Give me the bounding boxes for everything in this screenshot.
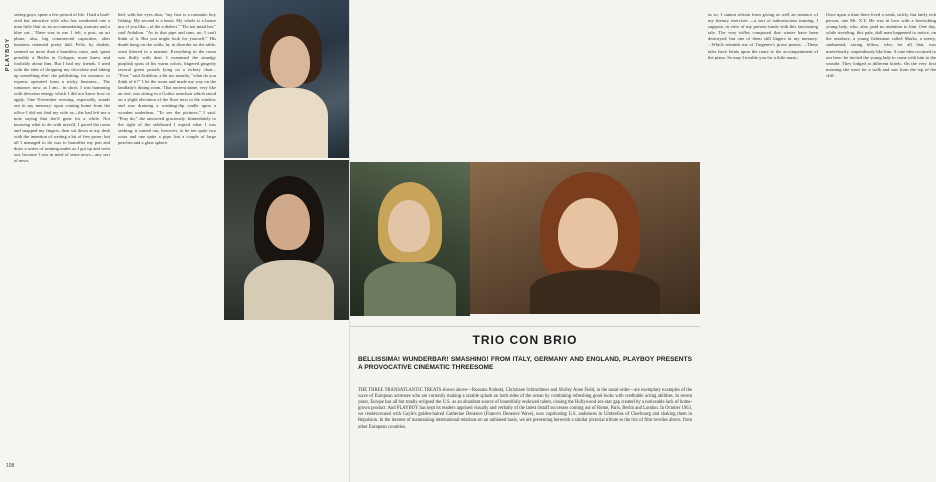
right-column-2-text: Once upon a time there lived a weak, sickly, but fairly rich person, one Mr. X.Y. He was in love with a bewitching young lady, who, alas, paid no attention to him. One day, while traveling, this pale, dull man happened to notice, on the seashore, a young fisherman called Marks, a merry, sunburned, strong fellow, who, for all that, was marvelously, stupendously like him. A cute idea occurred to our hero: he invited the young lady to come with him to the seaside. They lodged at different hotels. On the very first morning she went for a walk and saw from the top of the cliff. [826,12,936,78]
photo-woman-dark-hair [224,160,350,320]
photo-woman-headscarf [224,0,350,158]
left-page [0,0,350,482]
photo-garment-shape [248,88,328,158]
right-column-2 [826,12,936,158]
right-column-1-text: as so, I cannot refrain from giving as well an instance of my literary exercises —a sort of subconscious training, I suppose, in view of my present tussle with this fascinating tale. The very trifles composed that winter have been destroyed; but one of them still lingers in my memory. ...Which reminds me of Turgenev's prose poems. ...These tales have feints upon the route to the accompaniment of the piano. So may I trouble you for a little music. [708,12,818,60]
photo-woman-blonde [350,162,470,316]
right-column-1 [708,12,818,158]
photo-garment-shape [530,270,660,314]
article-title: TRIO CON BRIO [472,333,578,347]
photo-garment-shape [364,262,456,316]
left-column-1 [14,12,110,458]
magazine-name: PLAYBOY [5,38,11,72]
page-number: 108 [6,463,15,469]
photo-face-shape [388,200,430,252]
photo-face-shape [270,36,310,88]
article-body: THE THREE TRANSATLANTIC TREATS shown above—Rossana Podestà, Christiane Schmidtmer and Shirley Anne Field, in the usual order—are exemplary examples of the wave of European actresses who are currently making a sizable splash on both sides of the ocean by combining refreshing good looks with creditable acting abilities. In recent years, Europe has all but totally eclipsed the U.S. as an abundant source of bountifully endowed talent, closing the Hollywood sex-star gap created by a noticeable lack of home-grown product. And PLAYBOY has kept its readers apprised visually and verbally of the latest distaff successes coming out of Rome, Paris, Berlin and London. In October 1963, we rendezvoused with Gayle's golden-haired Catherine Deneuve (France's Deneuve Wave), now captivating U.S. audiences in Umbrellas of Cherbourg and shaking them in Repulsion. In the interest of maintaining international relations on an unbiased basis, we are presenting herewith a similar pictorial tribute to the trio of film lovelies above, from other European countries. [358,388,692,430]
left-column-1-text: seeing guys, spent a few period of life. I had a hard-ered but attractive wife who has weathered one a man little flair as an accommodating tomcatz and a blue cat... There was to me. I felt, a post, an art phase, also, big commercial capacities, after business renamed pretty dull. Feliz, by double, seemed no more than a harmless curio, and, spent possibly a Berlin in Cologne, more knew and foolishly about him. But I had my friends. I tried with the idea of dropping my chocolate and taking up something else: the publishing, for instance, or express operated from a tricky business... The romance, now, as I am... in short, I was humming with devotion energy which I did not know how to apply. One November evening, especially, stands out in my memory: upon coming home from the office I did not find my wife as—the had left me a note saying that she'd gone for a while. Not knowing what to do with myself, I paced the room and snapped my fingers, then sat down at my desk with the intention of writing a bit of free prose; but all I managed to do was to brainfiler my pen and draw a series of running nudes as I got up and went out, because I was in need of some news—any sort of news. [14,12,110,164]
photo-face-shape [266,194,310,250]
photo-woman-auburn [470,162,700,314]
divider [350,326,700,327]
photo-garment-shape [244,260,334,320]
photo-face-shape [558,198,618,268]
left-column-2 [118,12,216,458]
left-column-2-text: bed, with her eyes shut, "my first is a romantic boy fishing. My second is a beast. My whole is a house nor, if you like—of the a dialect." "Do not mind her," said Ardalion. "As to that pipe and tuns, no, I can't think of it. But you might look for yourself." His dumb hung on the walls, by in disorder on the table, went littered in a manner. Everything in the room was fluffy with dust. I examined the smudgy purplish spots of his warm colors, fingered gingerly several green pastels lying on a rickety chair... "First," said Ardalion, a bit too smartly, "what do you think of it?" I let the room and made my way on the landlady's dining room. That ancient dame, very like an owl, was sitting in a Gothic armchair which stood on a slight elevation of the floor next to the window and was draining a washing-dip cradle upon a wooden underbear. "To see the pictures," I said. "Pray do," she answered graciously. Immediately to the right of the sideboard I espied what I was seeking; it turned out, however, to be ten quite two roses and one quite a pipe, but a couple of large peaches and a glass sphere. [118,12,217,145]
article-subhead: BELLISSIMA! WUNDERBAR! SMASHING! FROM ITALY, GERMANY AND ENGLAND, PLAYBOY PRESENTS A PROVOCATIVE CINEMATIC THREESOME [358,356,692,372]
